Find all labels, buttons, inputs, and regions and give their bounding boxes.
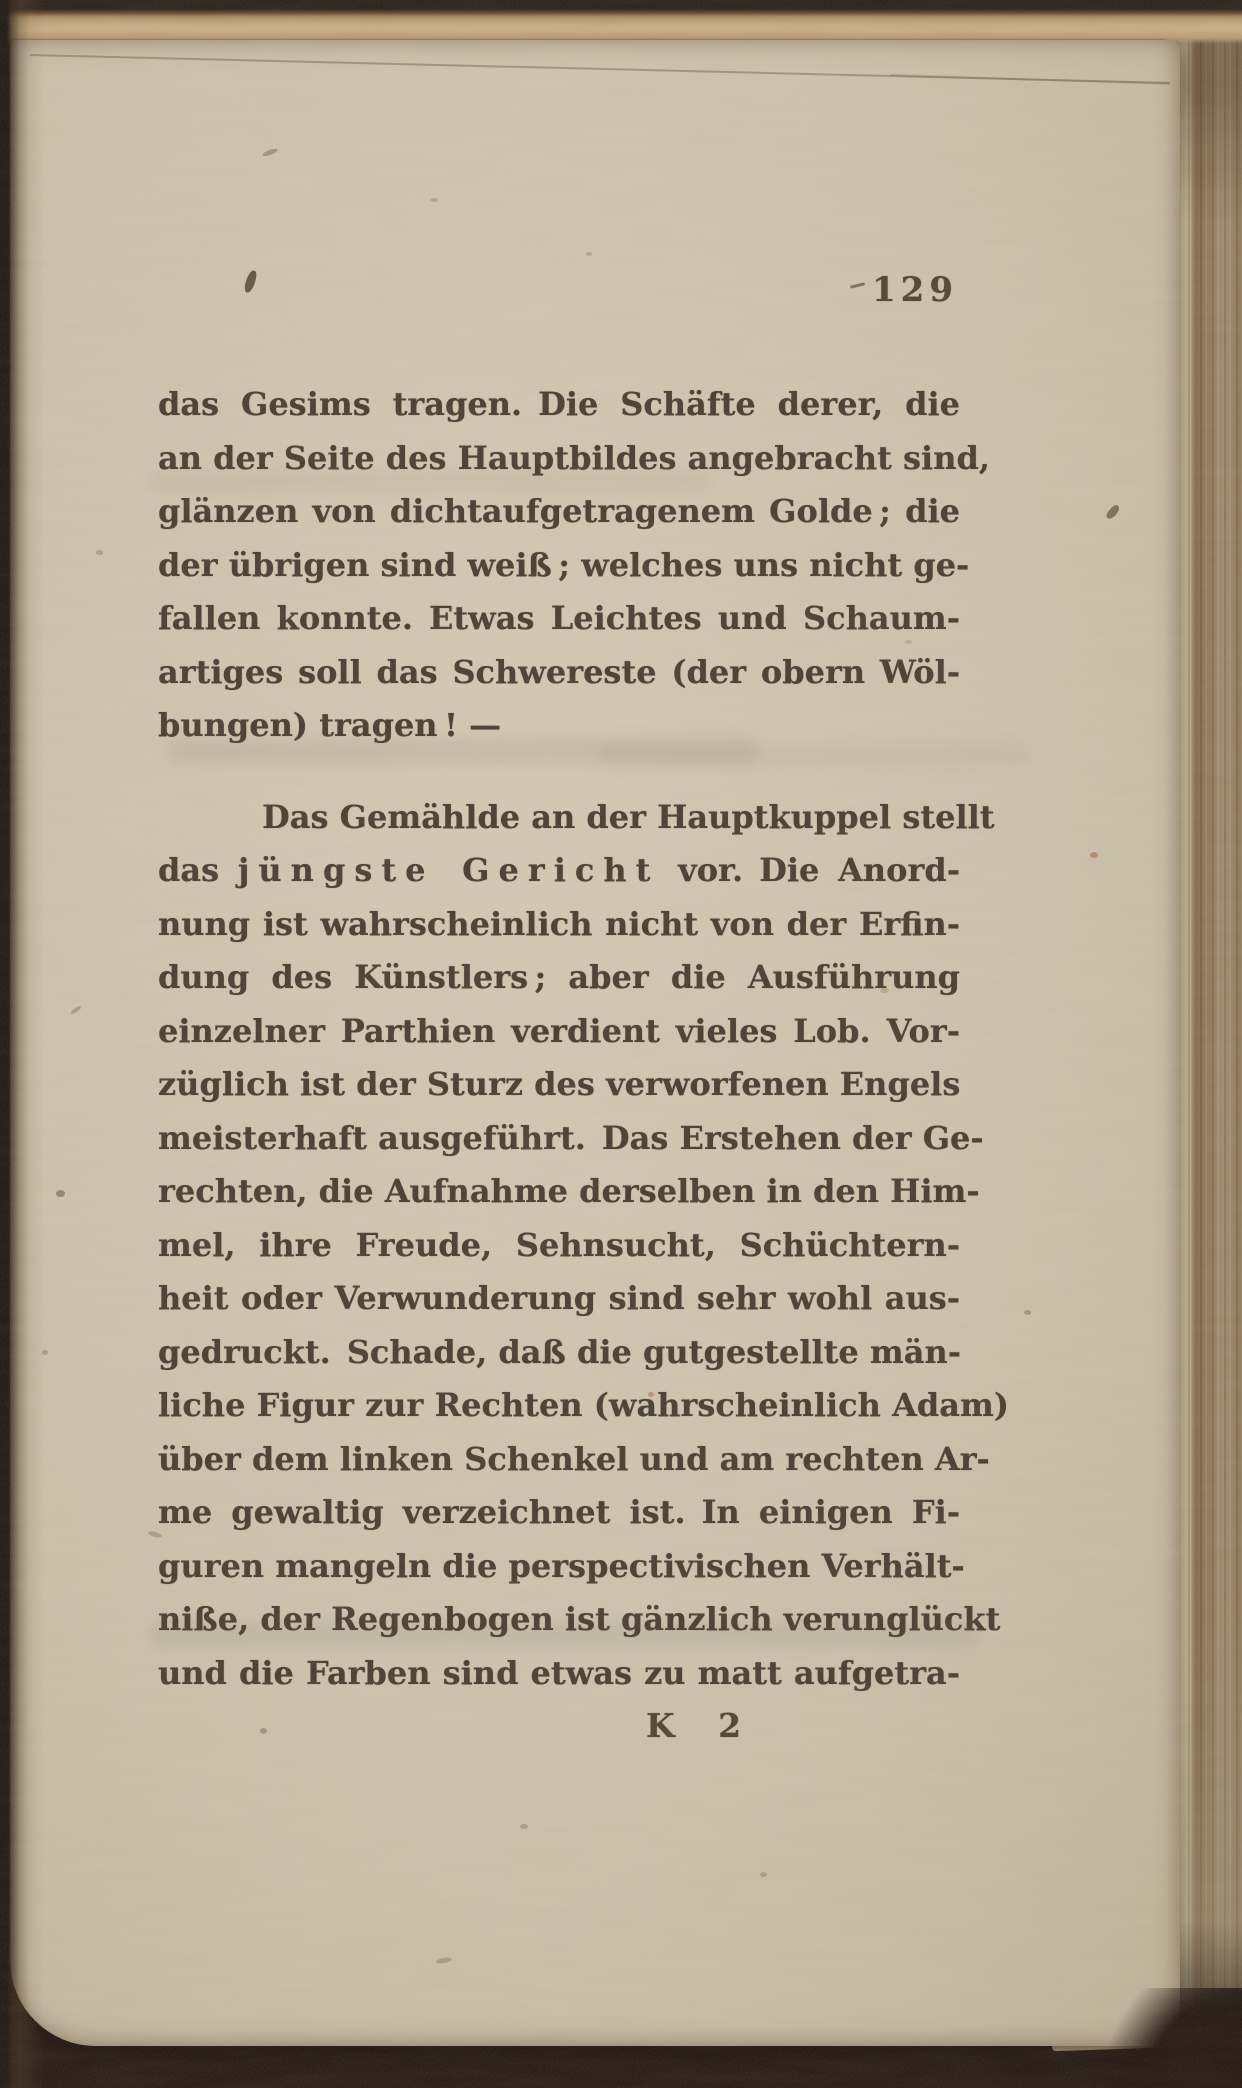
text-line: Das Gemählde an der Hauptkuppel stellt xyxy=(262,797,995,836)
foxing-speck xyxy=(96,550,103,555)
page-number xyxy=(872,270,958,310)
text-line: dung des Künstlers ; aber die Ausführung xyxy=(158,958,960,996)
text-line: gedruckt. Schade, daß die gutgestellte män- xyxy=(158,1332,962,1371)
text-line: fallen konnte. Etwas Leichtes und Schaum- xyxy=(158,599,960,637)
text-line: liche Figur zur Rechten (wahrscheinlich Adam) xyxy=(158,1386,1009,1424)
text-line: niße, der Regenbogen ist gänzlich verunglückt xyxy=(158,1600,1001,1638)
foxing-speck xyxy=(520,1824,528,1829)
letterspaced-phrase: jüngste Gericht xyxy=(237,851,660,889)
book-page xyxy=(10,40,1180,2046)
text-line: nung ist wahrscheinlich nicht von der Erfin- xyxy=(158,904,960,943)
text-block xyxy=(158,378,1009,1700)
text-line: mel, ihre Freude, Sehnsucht, Schüchtern- xyxy=(158,1225,960,1264)
text-line: an der Seite des Hauptbildes angebracht sind, xyxy=(158,438,990,477)
text-segment: vor. Die Anord- xyxy=(659,851,961,889)
book-top-edge xyxy=(0,0,1242,44)
ink-blot xyxy=(243,269,258,294)
ink-blot xyxy=(1105,503,1121,521)
foxing-speck xyxy=(70,1005,82,1015)
text-line: me gewaltig verzeichnet ist. In einigen Fi- xyxy=(158,1493,960,1531)
page-number-text: 129 xyxy=(872,270,958,310)
text-line: glänzen von dichtaufgetragenem Golde ; die xyxy=(158,492,960,530)
text-line: guren mangeln die perspectivischen Verhält- xyxy=(158,1546,965,1585)
text-line: züglich ist der Sturz des verworfenen Engels xyxy=(158,1065,961,1103)
foxing-speck xyxy=(260,1728,267,1734)
foxing-speck xyxy=(262,147,279,157)
text-line: und die Farben sind etwas zu matt aufgetra- xyxy=(158,1653,960,1692)
foxing-speck xyxy=(42,1350,48,1355)
text-line: artiges soll das Schwereste (der obern Wöl- xyxy=(158,652,960,691)
signature-mark: K 2 xyxy=(646,1706,758,1745)
foxing-speck xyxy=(1090,852,1098,858)
text-line: über dem linken Schenkel und am rechten Ar- xyxy=(158,1439,990,1478)
text-line: das Gesims tragen. Die Schäfte derer, die xyxy=(158,385,960,423)
foxing-speck xyxy=(56,1190,65,1197)
text-line: bungen) tragen ! — xyxy=(158,706,502,744)
foxing-speck xyxy=(430,198,438,202)
text-line: heit oder Verwunderung sind sehr wohl aus- xyxy=(158,1279,960,1317)
foxing-speck xyxy=(586,252,592,256)
foxing-speck xyxy=(1024,1310,1031,1315)
text-line: einzelner Parthien verdient vieles Lob. Vor- xyxy=(158,1011,960,1050)
text-line xyxy=(158,844,960,898)
text-line: der übrigen sind weiß ; welches uns nicht ge- xyxy=(158,545,970,584)
text-line: meisterhaft ausgeführt. Das Erstehen der Ge- xyxy=(158,1118,984,1157)
text-segment: das xyxy=(158,851,238,889)
foxing-speck xyxy=(760,1872,767,1877)
text-line: rechten, die Aufnahme derselben in den Him- xyxy=(158,1172,980,1210)
paper-crease xyxy=(890,74,1170,85)
foxing-speck xyxy=(436,1957,453,1965)
ink-tick xyxy=(850,282,865,289)
